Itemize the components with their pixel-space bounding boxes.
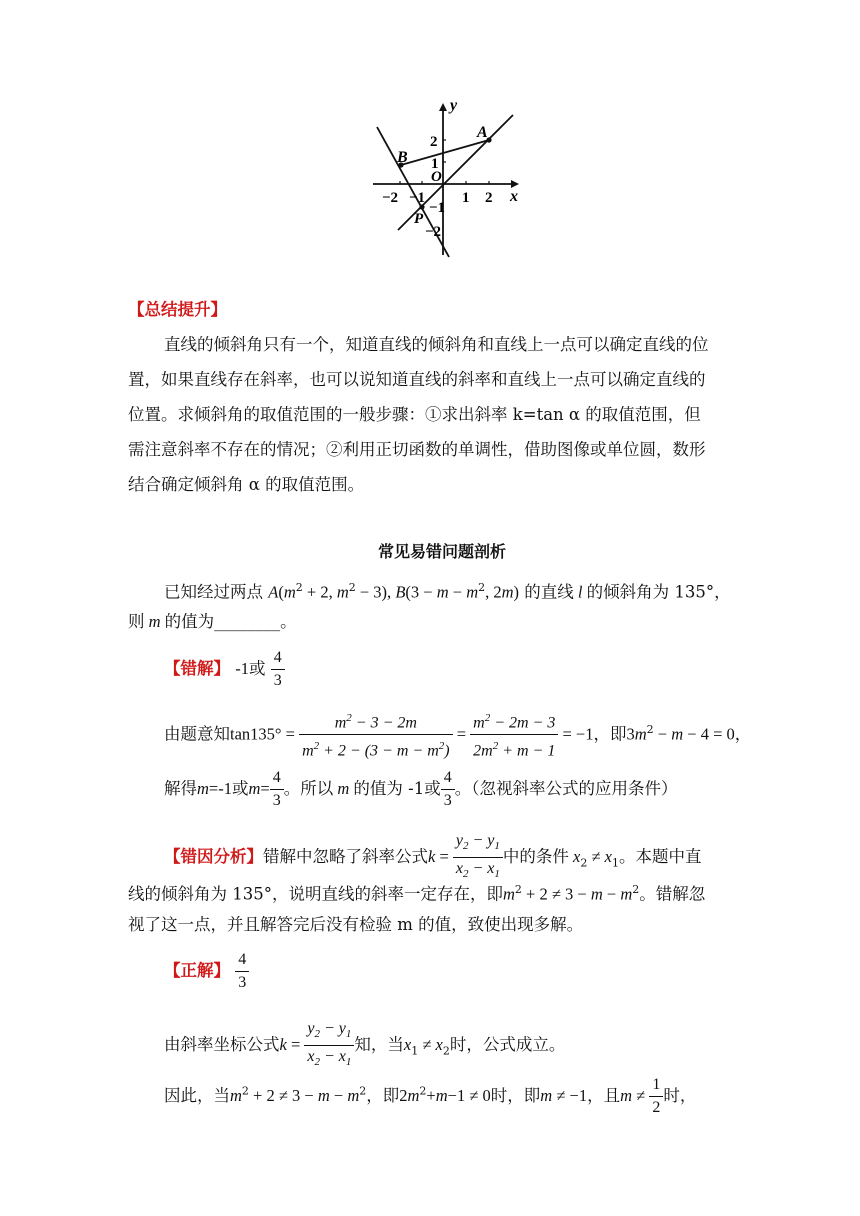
problem-pre: 已知经过两点	[164, 582, 263, 602]
analysis-heading: 【错因分析】	[164, 847, 263, 867]
problem-line-1: 已知经过两点 $A(m^2 + 2$, $m^2 - 3$), $B(3 - m - m^2$, 2m) 的直线 l 的倾斜角为 135°，	[164, 581, 731, 602]
wrong-result-line: 解得m=-1或m= $\frac{4}{3}$ 。所以 m 的值为 -1或 $\frac{4}{3}$ 。（忽视斜率公式的应用条件）	[164, 769, 678, 809]
correct-heading: 【正解】	[164, 961, 230, 980]
summary-heading: 【总结提升】	[128, 300, 227, 319]
wrong-derivation: 由题意知tan135° = $\frac{m^2 - 3 - 2m}{m^2 + 2 - (3 - m - m^2)}$ = $\frac{m^2 - 2m - 3}{2m^2 + m - 1}$ = −1，即$3m^2 - m - 4 = 0$，	[164, 708, 751, 762]
summary-line-1: 直线的倾斜角只有一个，知道直线的倾斜角和直线上一点可以确定直线的位	[164, 335, 709, 354]
correct-line-2: 因此，当$m^2 + 2 \ne 3 - m - m^2$，即$2m^2+m-1 \ne 0$时，即m ≠ −1，且m ≠ $\frac{1}{2}$ 时，	[164, 1076, 697, 1116]
x-axis-arrow-icon	[511, 180, 519, 188]
summary-line-4: 需注意斜率不存在的情况；②利用正切函数的单调性，借助图像或单位圆，数形	[128, 440, 706, 459]
label-B: B	[397, 149, 408, 166]
y-axis-arrow-icon	[439, 103, 447, 111]
origin-label: O	[431, 169, 442, 185]
tick-y-neg2: −2	[425, 224, 442, 240]
problem-post2: 的倾斜角为 135°，	[586, 582, 731, 602]
tick-y-1: 1	[431, 156, 439, 172]
summary-line-2: 置，如果直线存在斜率，也可以说知道直线的斜率和直线上一点可以确定直线的	[128, 370, 706, 389]
axis-y-label: y	[450, 97, 458, 114]
summary-line-5: 结合确定倾斜角 α 的取值范围。	[128, 475, 365, 494]
label-P: P	[414, 211, 424, 227]
wrong-heading: 【错解】	[164, 659, 230, 678]
correct-line-1: 由斜率坐标公式k = $\frac{y_2 - y_1}{x_2 - x_1}$ 知，当$x_1 \ne x_2$时，公式成立。	[164, 1020, 566, 1069]
analysis-line-1: 【错因分析】错解中忽略了斜率公式k = $\frac{y_2 - y_1}{x_2 - x_1}$ 中的条件 $x_2 \ne x_1$。本题中直	[164, 832, 702, 881]
analysis-line-3: 视了这一点，并且解答完后没有检验 m 的值，致使出现多解。	[128, 915, 584, 934]
problem-post1: 的直线	[524, 582, 574, 602]
summary-line-3: 位置。求倾斜角的取值范围的一般步骤：①求出斜率 k=tan α 的取值范围，但	[128, 405, 701, 424]
tick-x-1: 1	[462, 190, 470, 206]
tick-x-neg1: −1	[409, 190, 426, 206]
axis-x-label: x	[510, 188, 518, 205]
problem-line-2: 则 m 的值为________。	[128, 612, 297, 631]
correct-answer-line: 【正解】 $\frac{4}{3}$	[164, 950, 249, 993]
label-A: A	[477, 124, 488, 141]
tick-x-neg2: −2	[382, 190, 399, 206]
section-title: 常见易错问题剖析	[378, 542, 507, 561]
tick-x-2: 2	[485, 190, 493, 206]
coordinate-figure	[365, 95, 525, 265]
wrong-answer-line: 【错解】 -1或 $\frac{4}{3}$	[164, 648, 285, 691]
analysis-line-2: 线的倾斜角为 135°，说明直线的斜率一定存在，即$m^2 + 2 \ne 3 - m - m^2$。错解忽	[128, 883, 706, 904]
tick-y-2: 2	[430, 134, 438, 150]
tick-y-neg1: −1	[429, 200, 446, 216]
